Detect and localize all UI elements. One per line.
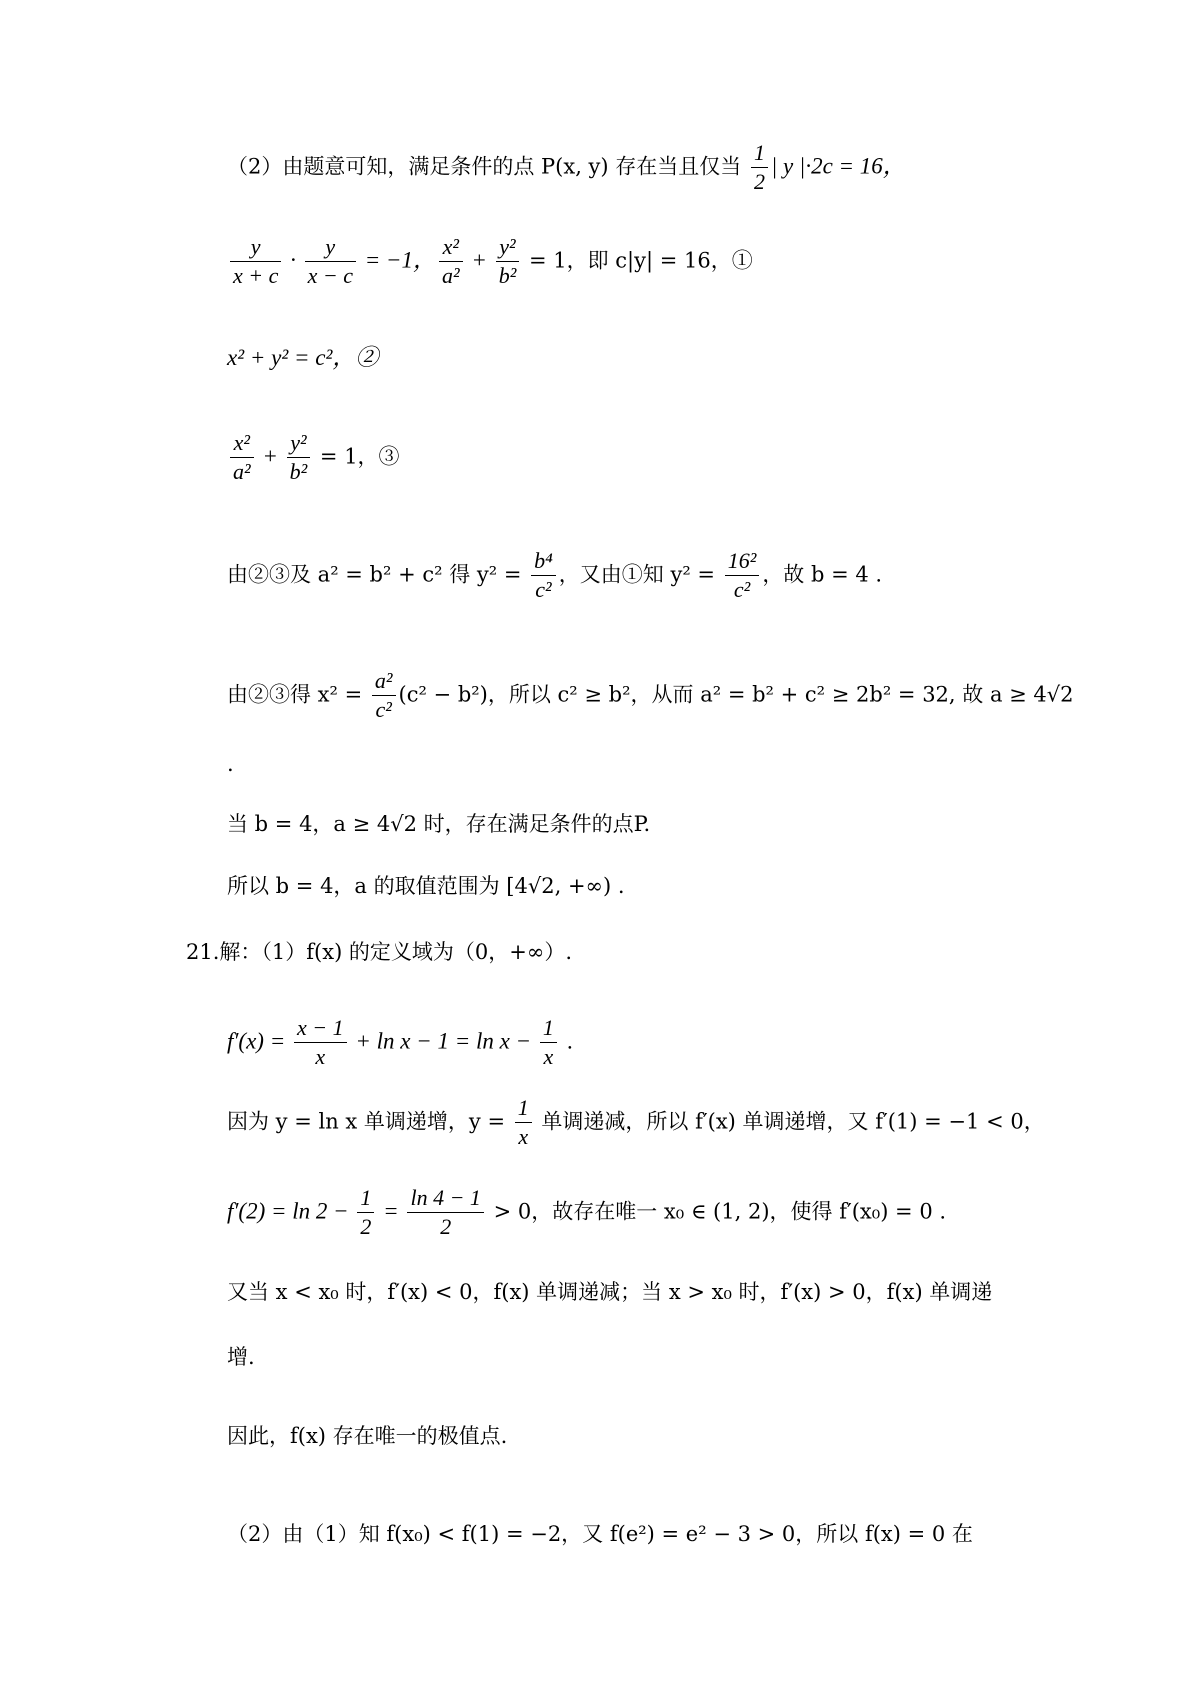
line-13-text: > 0，故存在唯一 x₀ ∈ (1, 2)，使得 f′(x₀) = 0 . xyxy=(486,1199,947,1224)
math-operator: + xyxy=(256,443,284,469)
fraction: $\frac{\ln 4 - 1}{2}$ xyxy=(407,1185,483,1241)
fraction: $\frac{1}{x}$ xyxy=(540,1015,557,1071)
fraction: $\frac{\text{y²}}{\text{b²}}$ xyxy=(496,234,520,290)
line-1-tail: | y |·2c = 16， xyxy=(770,153,906,179)
text-line-7 xyxy=(227,752,1050,777)
line-16-text: 因此，f(x) 存在唯一的极值点. xyxy=(227,1424,508,1448)
text-line-11 xyxy=(227,1015,1050,1071)
text-line-8 xyxy=(227,812,1050,837)
math-operator: + xyxy=(465,247,493,273)
math-operator: = −1， xyxy=(359,247,437,273)
line-13-text: f′(2) = ln 2 − xyxy=(227,1198,355,1224)
text-line-10 xyxy=(186,940,1050,965)
equation-2: x² + y² = c²，② xyxy=(227,345,379,370)
line-11-text: . xyxy=(559,1029,574,1054)
fraction: $\frac{\text{a²}}{\text{c²}}$ xyxy=(372,668,396,724)
text-line-16 xyxy=(227,1424,1050,1449)
equation-3-tail: = 1，③ xyxy=(313,444,400,469)
line-17-text: （2）由（1）知 f(x₀) < f(1) = −2，又 f(e²) = e² − 3 > 0，所以 f(x) = 0 在 xyxy=(227,1522,973,1546)
line-6-text: 由②③得 x² = xyxy=(227,682,369,707)
fraction: $\frac{\text{x²}}{\text{a²}}$ xyxy=(230,430,254,486)
fraction: $\frac{1}{x}$ xyxy=(515,1095,532,1151)
math-operator: · xyxy=(284,247,302,273)
line-2-tail: = 1，即 c|y| = 16，① xyxy=(522,248,753,273)
fraction: $\frac{1}{2}$ xyxy=(357,1185,374,1241)
text-line-1 xyxy=(227,140,1050,196)
line-11-text: f′(x) = xyxy=(227,1028,291,1054)
line-5-text: ，又由①知 y² = xyxy=(558,562,722,587)
line-13-text: = xyxy=(377,1198,405,1224)
line-5-text: ，故 b = 4 . xyxy=(762,562,883,587)
fraction: $\frac{\text{y²}}{\text{b²}}$ xyxy=(287,430,311,486)
period: . xyxy=(227,752,234,776)
line-8-text: 当 b = 4，a ≥ 4√2 时，存在满足条件的点P. xyxy=(227,812,651,836)
fraction: $\frac{\text{b⁴}}{\text{c²}}$ xyxy=(531,548,556,604)
line-6-text: (c² − b²)，所以 c² ≥ b²，从而 a² = b² + c² ≥ 2b² = 32, 故 a ≥ 4√2 xyxy=(398,682,1074,707)
fraction: $\frac{x - 1}{x}$ xyxy=(294,1015,347,1071)
problem-21-heading: 21.解：（1）f(x) 的定义域为（0，+∞）. xyxy=(186,940,573,964)
fraction: $\frac{\text{16²}}{\text{c²}}$ xyxy=(725,548,760,604)
line-1-text: （2）由题意可知，满足条件的点 P(x, y) 存在当且仅当 xyxy=(227,154,748,179)
line-15-text: 增. xyxy=(227,1345,255,1369)
text-line-17 xyxy=(227,1522,1050,1547)
text-line-9 xyxy=(227,874,1050,899)
line-14-text: 又当 x < x₀ 时，f′(x) < 0，f(x) 单调递减；当 x > x₀ 时，f′(x) > 0，f(x) 单调递 xyxy=(227,1280,993,1304)
text-line-12 xyxy=(227,1095,1050,1151)
line-9-text: 所以 b = 4，a 的取值范围为 [4√2, +∞) . xyxy=(227,874,625,898)
line-11-text: + ln x − 1 = ln x − xyxy=(349,1028,537,1054)
text-line-14 xyxy=(227,1280,1050,1305)
line-5-text: 由②③及 a² = b² + c² 得 y² = xyxy=(227,562,529,587)
text-line-6 xyxy=(227,668,1074,724)
fraction: $\frac{1}{2}$ xyxy=(751,140,768,196)
text-line-5 xyxy=(227,548,1050,604)
line-12-text: 因为 y = ln x 单调递增，y = xyxy=(227,1109,512,1134)
fraction: $\frac{y}{x + c}$ xyxy=(230,234,281,290)
text-line-15 xyxy=(227,1345,1050,1370)
text-line-13 xyxy=(227,1185,1050,1241)
fraction: $\frac{y}{x - c}$ xyxy=(305,234,356,290)
text-line-2 xyxy=(227,234,1050,290)
text-line-4 xyxy=(227,430,1050,486)
fraction: $\frac{\text{x²}}{\text{a²}}$ xyxy=(439,234,463,290)
line-12-text: 单调递减，所以 f′(x) 单调递增，又 f′(1) = −1 < 0， xyxy=(534,1109,1045,1134)
text-line-3 xyxy=(227,344,1050,372)
